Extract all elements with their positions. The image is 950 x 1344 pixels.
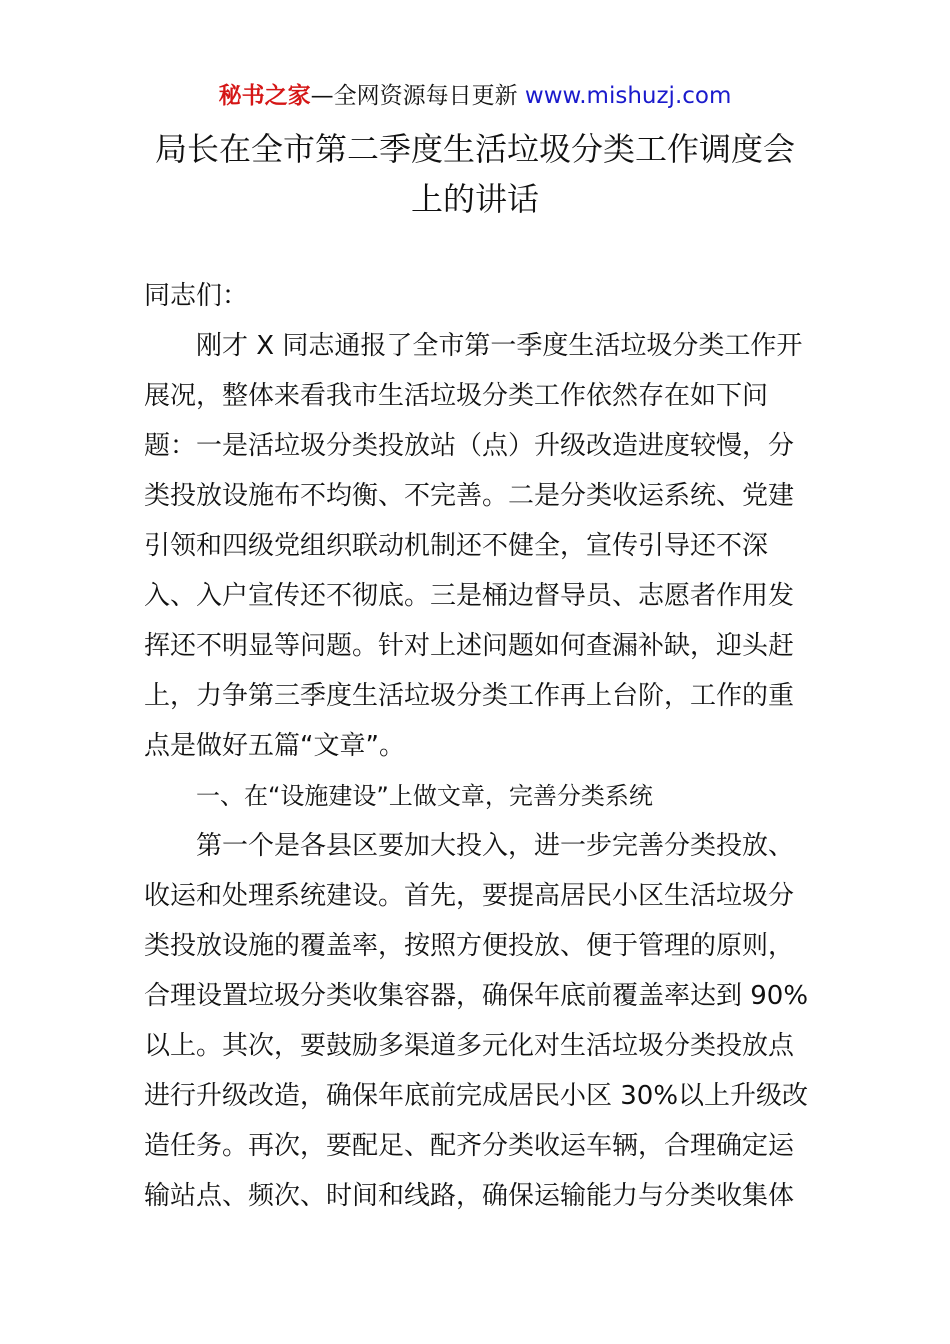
site-header — [0, 80, 950, 112]
body-line: 挥还不明显等问题。针对上述问题如何查漏补缺，迎头赶 — [144, 631, 795, 661]
document-title — [120, 124, 830, 224]
brand-name: 秘书之家 — [218, 83, 311, 109]
body-line: 类投放设施布不均衡、不完善。二是分类收运系统、党建 — [144, 481, 795, 511]
body-line: 以上。其次，要鼓励多渠道多元化对生活垃圾分类投放点 — [144, 1031, 795, 1061]
body-line: 上，力争第三季度生活垃圾分类工作再上台阶，工作的重 — [144, 681, 795, 711]
header-tagline: —全网资源每日更新 — [310, 83, 518, 109]
title-line-1: 局长在全市第二季度生活垃圾分类工作调度会 — [154, 130, 795, 168]
document-body — [144, 271, 814, 1221]
body-line: 刚才 X 同志通报了全市第一季度生活垃圾分类工作开 — [196, 331, 803, 361]
body-line: 引领和四级党组织联动机制还不健全，宣传引导还不深 — [144, 531, 769, 561]
title-line-2: 上的讲话 — [410, 180, 539, 218]
body-line: 造任务。再次，要配足、配齐分类收运车辆，合理确定运 — [144, 1131, 795, 1161]
salutation: 同志们： — [144, 281, 249, 311]
body-line: 入、入户宣传还不彻底。三是桶边督导员、志愿者作用发 — [144, 581, 795, 611]
body-line: 输站点、频次、时间和线路，确保运输能力与分类收集体 — [144, 1181, 795, 1211]
body-line: 第一个是各县区要加大投入，进一步完善分类投放、 — [196, 831, 795, 861]
section-heading: 一、在“设施建设”上做文章，完善分类系统 — [196, 782, 653, 810]
body-line: 进行升级改造，确保年底前完成居民小区 30%以上升级改 — [144, 1081, 809, 1111]
body-line: 收运和处理系统建设。首先，要提高居民小区生活垃圾分 — [144, 881, 795, 911]
body-line: 展况，整体来看我市生活垃圾分类工作依然存在如下问 — [144, 381, 769, 411]
body-line: 点是做好五篇“文章”。 — [144, 731, 405, 761]
body-line: 合理设置垃圾分类收集容器，确保年底前覆盖率达到 90% — [144, 981, 809, 1011]
site-url-link[interactable]: www.mishuzj.com — [524, 83, 732, 109]
body-line: 类投放设施的覆盖率，按照方便投放、便于管理的原则， — [144, 931, 795, 961]
body-line: 题：一是活垃圾分类投放站（点）升级改造进度较慢，分 — [144, 431, 795, 461]
